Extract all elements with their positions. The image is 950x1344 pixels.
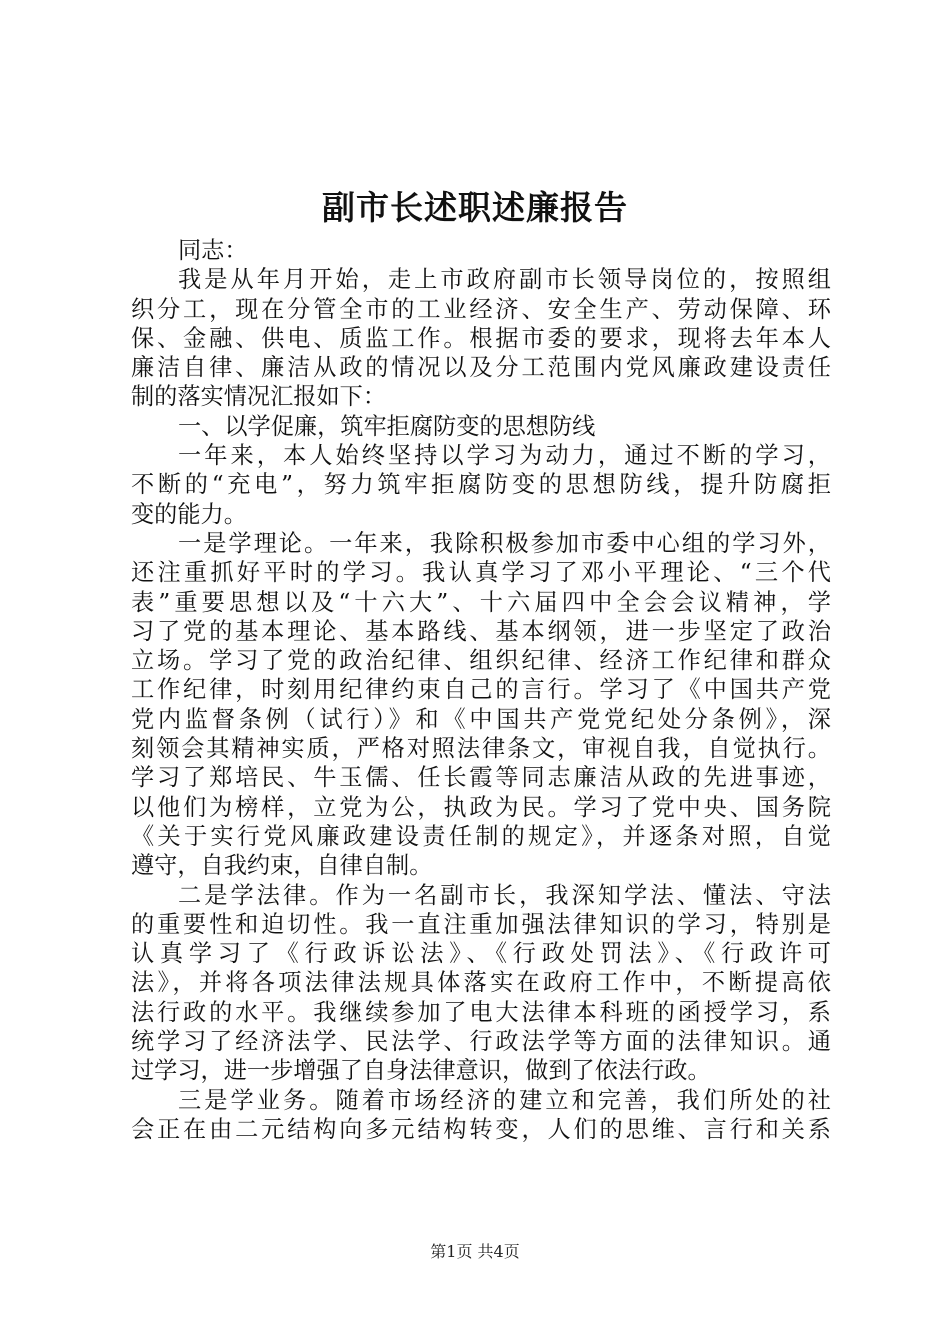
text-line: 一是学理论。一年来，我除积极参加市委中心组的学习外， — [178, 529, 831, 557]
text-line: 遵守，自我约束，自律自制。 — [131, 852, 433, 880]
text-line: 的重要性和迫切性。我一直注重加强法律知识的学习，特别是 — [131, 910, 831, 938]
text-line: 法》，并将各项法律法规具体落实在政府工作中，不断提高依 — [131, 969, 831, 997]
text-line: 廉洁自律、廉洁从政的情况以及分工范围内党风廉政建设责任 — [131, 354, 831, 382]
text-line: 习了党的基本理论、基本路线、基本纲领，进一步坚定了政治 — [131, 617, 831, 645]
text-line: 还注重抓好平时的学习。我认真学习了邓小平理论、“三个代 — [131, 559, 831, 587]
text-line: 党内监督条例（试行）》和《中国共产党党纪处分条例》，深 — [131, 705, 831, 733]
text-line: 织分工，现在分管全市的工业经济、安全生产、劳动保障、环 — [131, 295, 831, 323]
text-line: 工作纪律，时刻用纪律约束自己的言行。学习了《中国共产党 — [131, 676, 831, 704]
text-line: 刻领会其精神实质，严格对照法律条文，审视自我，自觉执行。 — [131, 735, 831, 763]
text-line: 变的能力。 — [131, 500, 247, 528]
text-line: 立场。学习了党的政治纪律、组织纪律、经济工作纪律和群众 — [131, 647, 831, 675]
text-line: 表”重要思想以及“十六大”、十六届四中全会会议精神，学 — [131, 588, 831, 616]
text-line: 三是学业务。随着市场经济的建立和完善，我们所处的社 — [178, 1086, 831, 1114]
text-line: 一、以学促廉，筑牢拒腐防变的思想防线 — [178, 412, 596, 440]
document-title: 副市长述职述廉报告 — [322, 188, 628, 227]
text-line: 制的落实情况汇报如下： — [131, 383, 387, 411]
text-line: 法行政的水平。我继续参加了电大法律本科班的函授学习，系 — [131, 998, 831, 1026]
document-body — [131, 236, 831, 1144]
text-line: 会正在由二元结构向多元结构转变，人们的思维、言行和关系 — [131, 1115, 831, 1143]
text-line: 《关于实行党风廉政建设责任制的规定》，并逐条对照，自觉 — [131, 822, 831, 850]
text-line: 保、金融、供电、质监工作。根据市委的要求，现将去年本人 — [131, 324, 831, 352]
text-line: 认真学习了《行政诉讼法》、《行政处罚法》、《行政许可 — [131, 940, 831, 968]
text-line: 统学习了经济法学、民法学、行政法学等方面的法律知识。通 — [131, 1028, 831, 1056]
text-line: 我是从年月开始，走上市政府副市长领导岗位的，按照组 — [178, 266, 831, 294]
text-line: 不断的“充电”，努力筑牢拒腐防变的思想防线，提升防腐拒 — [131, 471, 831, 499]
page-number-footer: 第1页 共4页 — [430, 1242, 520, 1261]
text-line: 过学习，进一步增强了自身法律意识，做到了依法行政。 — [131, 1057, 711, 1085]
text-line: 同志： — [178, 237, 248, 264]
text-line: 二是学法律。作为一名副市长，我深知学法、懂法、守法 — [178, 881, 831, 909]
text-line: 以他们为榜样，立党为公，执政为民。学习了党中央、国务院 — [131, 793, 831, 821]
text-line: 一年来，本人始终坚持以学习为动力，通过不断的学习， — [178, 442, 831, 470]
text-line: 学习了郑培民、牛玉儒、任长霞等同志廉洁从政的先进事迹， — [131, 764, 831, 792]
